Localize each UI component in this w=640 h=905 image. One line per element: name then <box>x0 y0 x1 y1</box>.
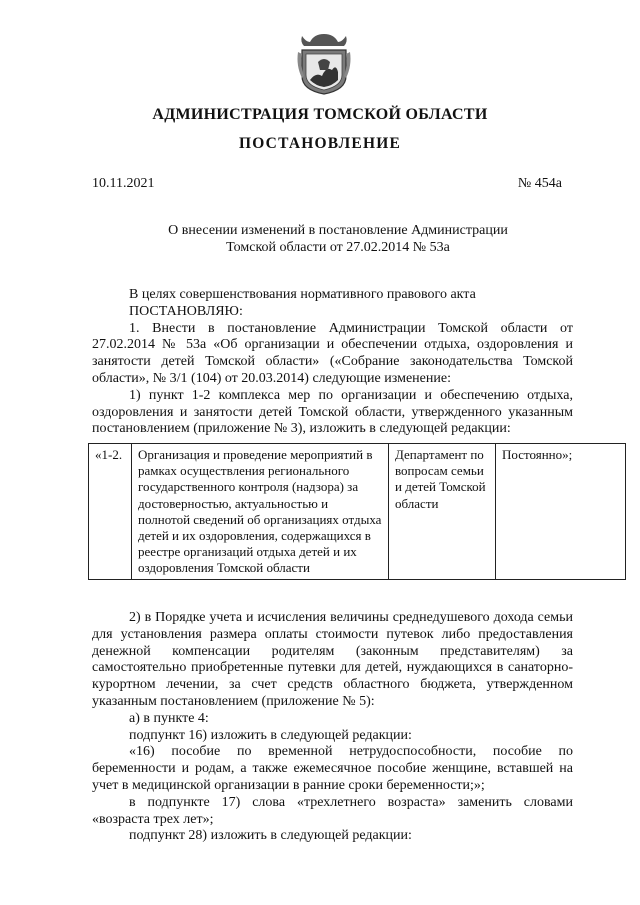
document-number: № 454а <box>517 176 562 191</box>
item-2-a: а) в пункте 4: <box>129 710 209 726</box>
body-top <box>92 287 573 438</box>
preamble-text: В целях совершенствования нормативного правового акта <box>129 287 476 302</box>
responsible-cell: Департамент по вопросам семьи и детей Томской области <box>389 444 496 580</box>
item-1-sub-1: 1) пункт 1-2 комплекса мер по организации и обеспечению отдыха, оздоровления и занятости детей Томской области, утвержденного указанным постановлением (приложение № 3), изложить в следующей редакции: <box>92 387 573 437</box>
table-row <box>89 444 626 580</box>
body-bottom <box>92 610 573 845</box>
row-number-cell: «1-2. <box>89 444 132 580</box>
item-1: 1. Внести в постановление Администрации Томской области от 27.02.2014 № 53а «Об организации и обеспечении отдыха, оздоровления и занятости детей Томской области» («Собрание законодательства Томской области», № 3/1 (104) от 20.03.2014) следующие изменение: <box>92 320 573 386</box>
measures-table <box>88 443 626 580</box>
item-2: 2) в Порядке учета и исчисления величины среднедушевого дохода семьи для установления размера оплаты стоимости путевок либо предоставления денежной компенсации родителям (законным представителям) за самостоятельно приобретенные путевки для детей, нуждающихся в санаторно-курортном лечении, за счет средств областного бюджета, утвержденном указанным постановлением (приложение № 5): <box>92 610 573 709</box>
item-2-p16-text: «16) пособие по временной нетрудоспособности, пособие по беременности и родам, а также ежемесячное пособие женщине, вставшей на учет в медицинской организации в ранние сроки беременности;»; <box>92 744 573 793</box>
document-subject <box>0 222 640 256</box>
document-date: 10.11.2021 <box>92 176 155 191</box>
organization-name: АДМИНИСТРАЦИЯ ТОМСКОЙ ОБЛАСТИ <box>152 106 488 123</box>
subject-line-1: О внесении изменений в постановление Администрации <box>168 223 508 238</box>
document-type: ПОСТАНОВЛЕНИЕ <box>238 135 402 152</box>
item-2-p17: в подпункте 17) слова «трехлетнего возраста» заменить словами «возраста трех лет»; <box>92 794 573 827</box>
term-cell: Постоянно»; <box>496 444 626 580</box>
subject-line-2: Томской области от 27.02.2014 № 53а <box>226 240 450 255</box>
measure-cell: Организация и проведение мероприятий в рамках осуществления регионального государственного контроля (надзора) за достоверностью, актуальностью и полнотой сведений об организациях отдыха детей и их оздоровления, содержащихся в реестре организаций отдыха детей и их оздоровления Томской области <box>132 444 389 580</box>
item-2-p28-intro: подпункт 28) изложить в следующей редакции: <box>129 828 412 844</box>
resolve-word: ПОСТАНОВЛЯЮ: <box>129 303 243 319</box>
item-2-p16-intro: подпункт 16) изложить в следующей редакции: <box>129 727 412 743</box>
coat-of-arms-icon <box>296 32 352 96</box>
